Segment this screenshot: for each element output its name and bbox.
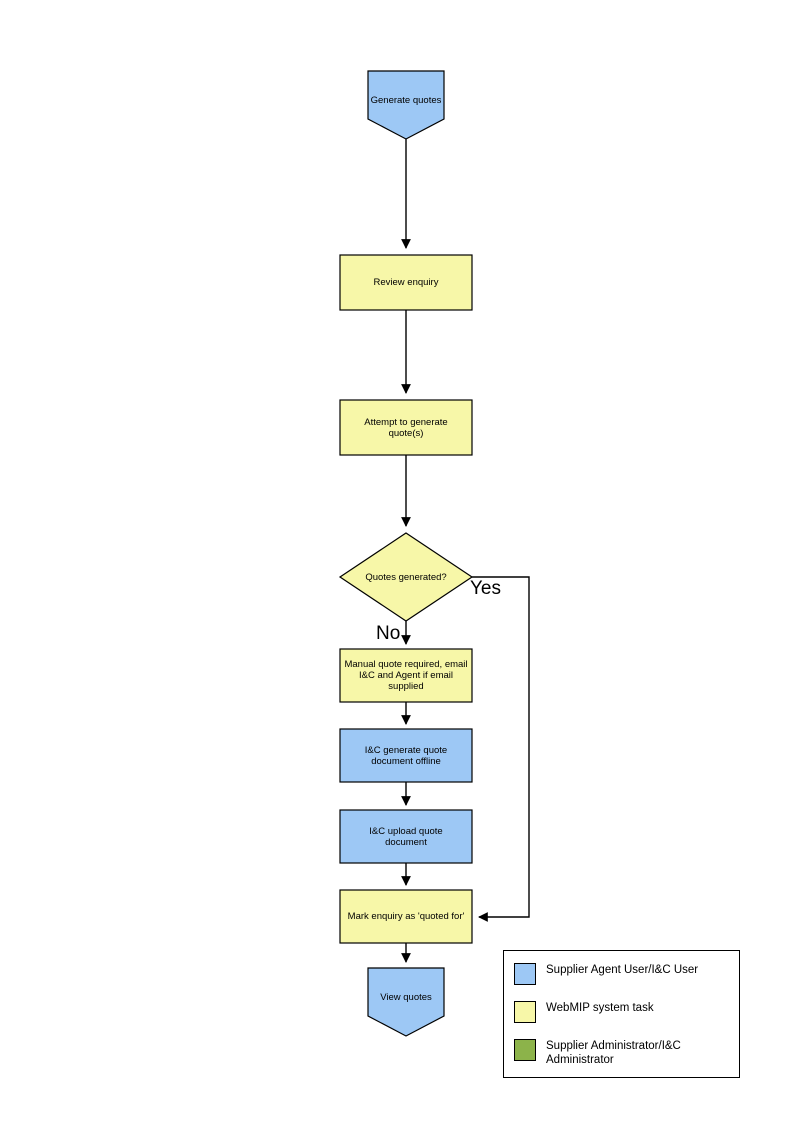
legend-label-user: Supplier Agent User/I&C User	[546, 964, 699, 976]
label-mark-enquiry-quoted-for: Mark enquiry as 'quoted for'	[347, 911, 465, 922]
legend-box	[503, 950, 740, 1078]
edge-label-no: No	[376, 623, 401, 644]
connector-decision-yes-to-mark	[472, 577, 529, 917]
legend-swatch-admin-icon	[514, 1039, 536, 1061]
edge-label-yes: Yes	[470, 578, 501, 599]
legend-item-admin	[514, 1039, 736, 1067]
legend-swatch-user-icon	[514, 963, 536, 985]
legend-label-admin: Supplier Administrator/I&C Administrator	[546, 1040, 681, 1066]
legend-item-user	[514, 963, 736, 985]
label-ic-upload-quote-document: I&C upload quote document	[369, 825, 443, 848]
label-view-quotes: View quotes	[380, 991, 432, 1003]
label-quotes-generated: Quotes generated?	[365, 571, 447, 583]
label-review-enquiry: Review enquiry	[373, 277, 439, 288]
node-review-enquiry	[340, 255, 472, 310]
label-generate-quotes: Generate quotes	[370, 94, 442, 106]
legend-label-system: WebMIP system task	[546, 1002, 654, 1014]
node-ic-generate-quote-offline	[340, 729, 472, 782]
node-manual-quote-required	[340, 649, 472, 702]
node-ic-upload-quote-document	[340, 810, 472, 863]
node-view-quotes	[368, 968, 444, 1036]
node-generate-quotes	[368, 71, 444, 139]
label-attempt-generate-quotes: Attempt to generate quote(s)	[364, 416, 448, 439]
node-mark-enquiry-quoted-for	[340, 890, 472, 943]
label-ic-generate-quote-offline: I&C generate quote document offline	[364, 744, 448, 767]
node-quotes-generated-decision	[340, 533, 472, 621]
label-manual-quote-required: Manual quote required, email I&C and Agent if email supplied	[344, 659, 468, 692]
legend-swatch-system-icon	[514, 1001, 536, 1023]
node-attempt-generate-quotes	[340, 400, 472, 455]
legend-item-system	[514, 1001, 736, 1023]
